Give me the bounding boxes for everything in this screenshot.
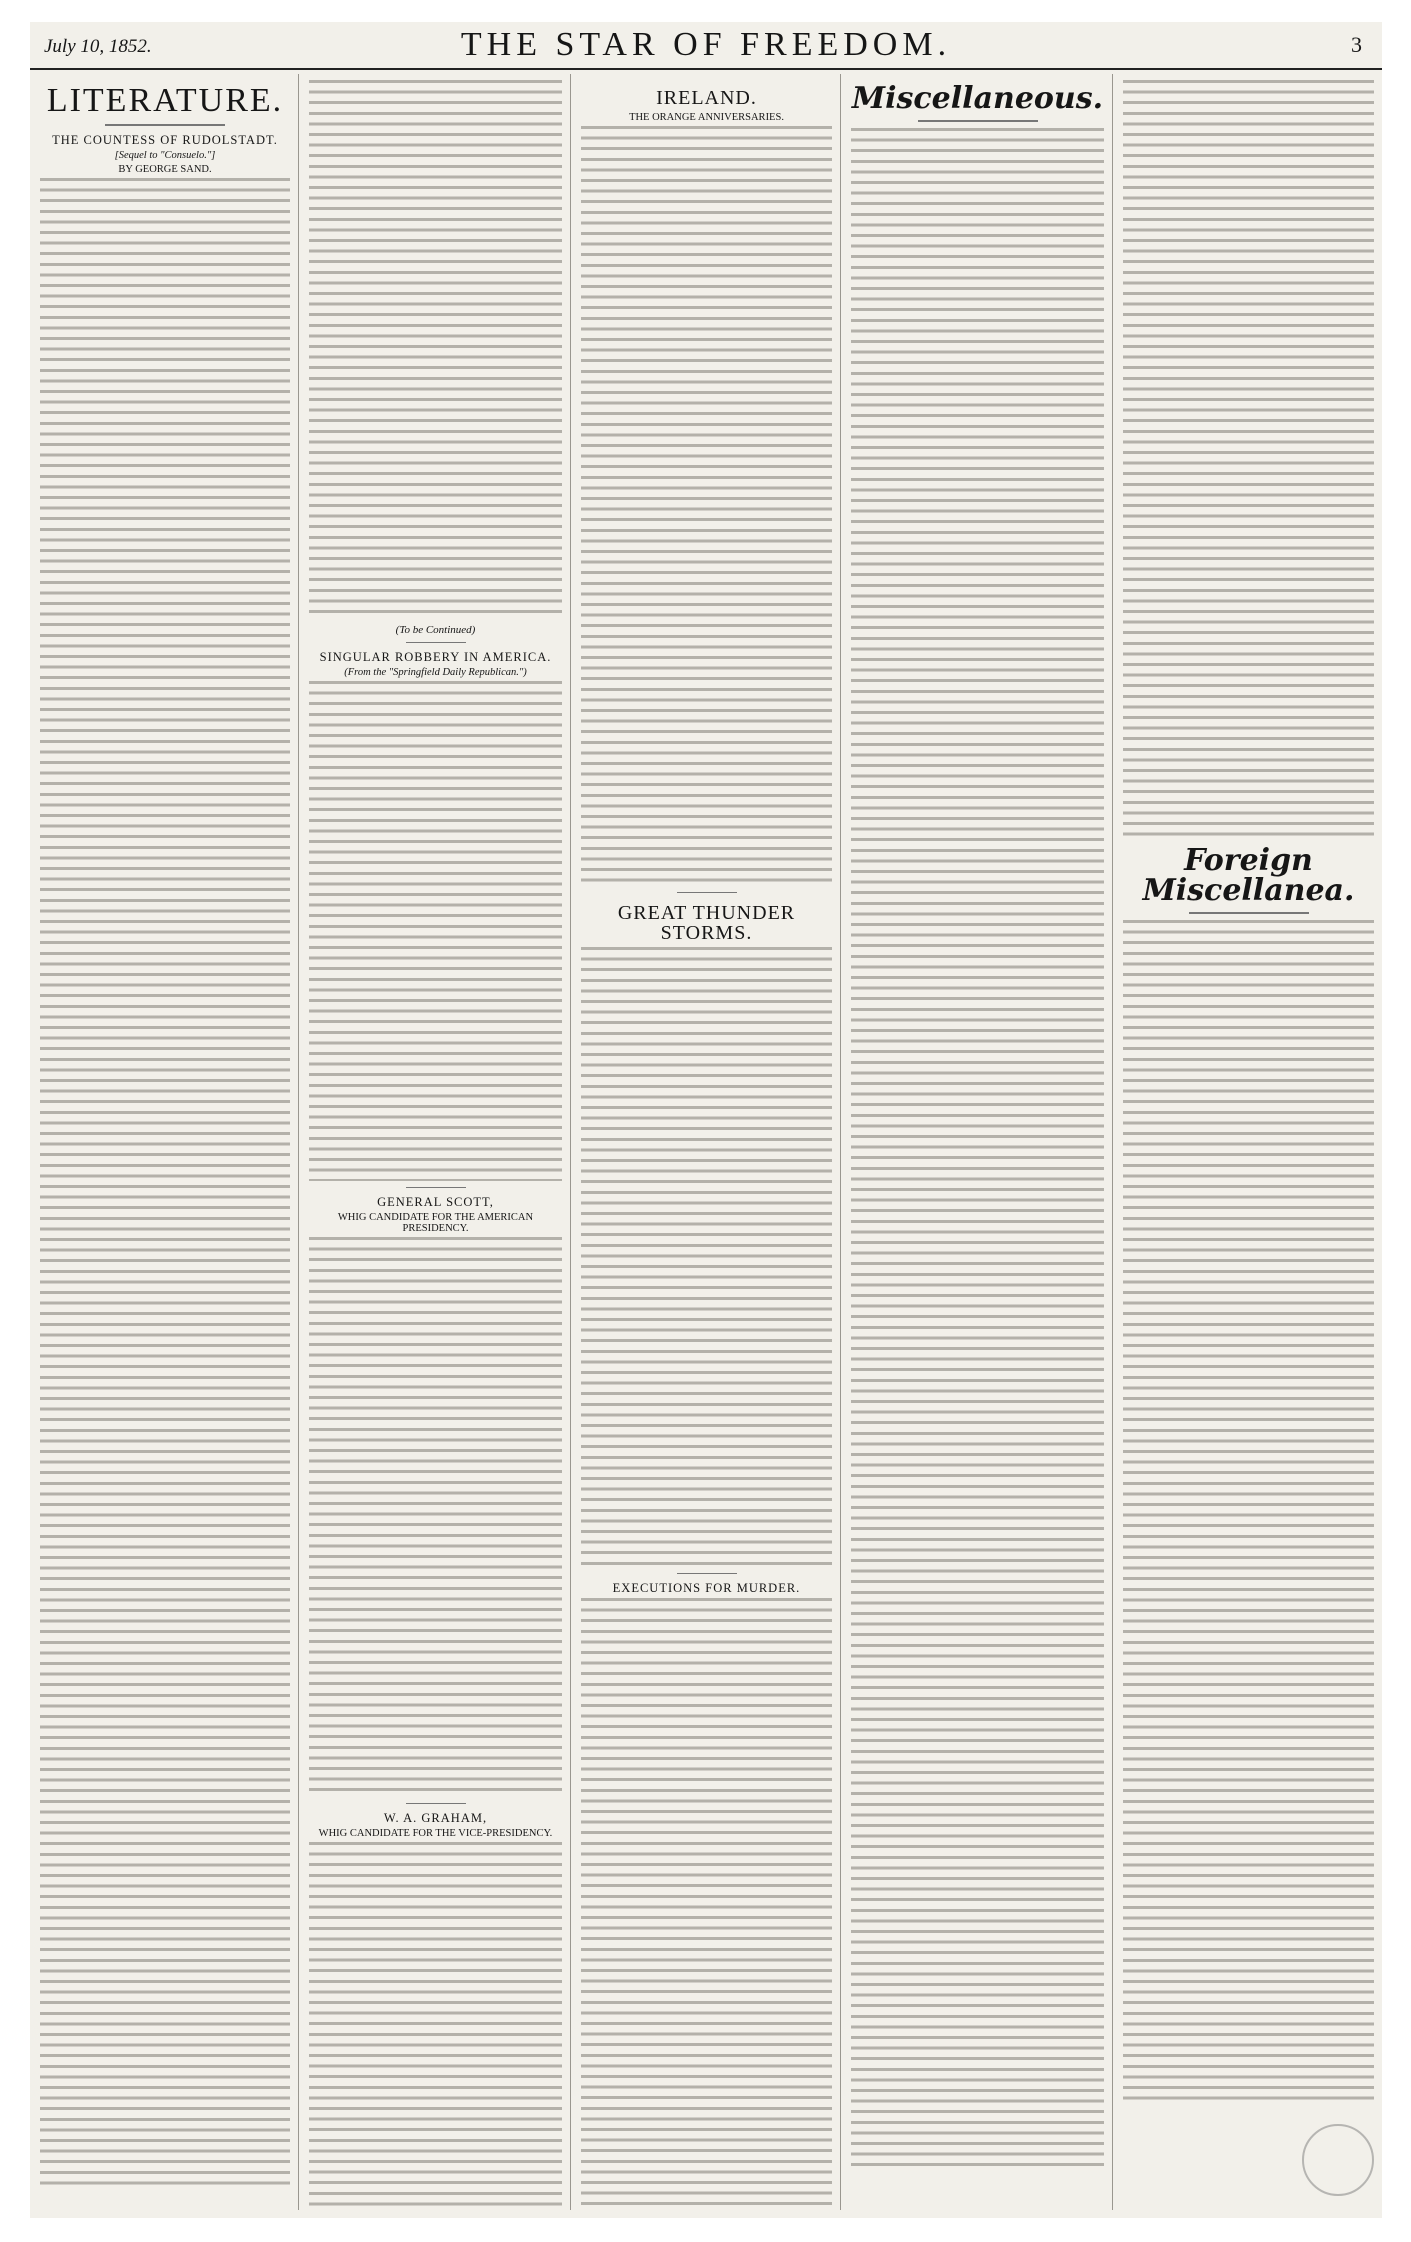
article-body bbox=[309, 1842, 562, 2210]
article-body bbox=[581, 947, 832, 1567]
article-heading: GENERAL SCOTT, bbox=[377, 1195, 494, 1209]
column-1 bbox=[30, 74, 298, 2210]
article-body bbox=[581, 126, 832, 886]
column-2 bbox=[298, 74, 570, 2210]
section-heading-ireland: IRELAND. bbox=[656, 87, 757, 109]
issue-date: July 10, 1852. bbox=[44, 36, 152, 57]
article-body bbox=[1123, 920, 1374, 2100]
article-body bbox=[1123, 80, 1374, 840]
article-subheading: THE ORANGE ANNIVERSARIES. bbox=[629, 112, 784, 123]
article-title: THE COUNTESS OF RUDOLSTADT. bbox=[52, 133, 278, 147]
library-stamp bbox=[1302, 2124, 1374, 2196]
article-body bbox=[309, 80, 562, 620]
divider bbox=[105, 124, 225, 126]
newspaper-page bbox=[30, 22, 1382, 2218]
divider bbox=[406, 1187, 466, 1188]
divider bbox=[406, 1803, 466, 1804]
page-number: 3 bbox=[1351, 32, 1362, 57]
masthead bbox=[30, 22, 1382, 70]
article-body bbox=[309, 1237, 562, 1797]
article-source: (From the "Springfield Daily Republican.") bbox=[344, 667, 527, 678]
divider bbox=[1189, 912, 1309, 914]
section-heading-foreign-miscellanea: Foreign Miscellanea. bbox=[1142, 843, 1355, 908]
divider bbox=[677, 892, 737, 893]
byline: BY GEORGE SAND. bbox=[118, 164, 212, 175]
article-subheading: WHIG CANDIDATE FOR THE AMERICAN PRESIDENCY. bbox=[337, 1212, 534, 1234]
divider bbox=[918, 120, 1038, 122]
article-body bbox=[851, 128, 1104, 2168]
article-subtitle: [Sequel to "Consuelo."] bbox=[114, 150, 216, 161]
article-heading: W. A. GRAHAM, bbox=[383, 1811, 488, 1825]
divider bbox=[406, 642, 466, 643]
column-5 bbox=[1112, 74, 1382, 2210]
to-be-continued: (To be Continued) bbox=[395, 624, 476, 636]
article-subheading: WHIG CANDIDATE FOR THE VICE-PRESIDENCY. bbox=[318, 1828, 553, 1839]
newspaper-title: THE STAR OF FREEDOM. bbox=[460, 26, 952, 63]
article-body bbox=[581, 1598, 832, 2210]
divider bbox=[677, 1573, 737, 1574]
article-heading: SINGULAR ROBBERY IN AMERICA. bbox=[319, 650, 552, 664]
article-body bbox=[309, 681, 562, 1181]
article-body bbox=[40, 178, 290, 2188]
article-heading: EXECUTIONS FOR MURDER. bbox=[612, 1581, 801, 1595]
columns bbox=[30, 74, 1382, 2214]
column-3 bbox=[570, 74, 840, 2210]
section-heading-thunder-storms: GREAT THUNDER STORMS. bbox=[617, 902, 796, 944]
section-heading-miscellaneous: Miscellaneous. bbox=[851, 81, 1104, 116]
section-heading-literature: LITERATURE. bbox=[46, 82, 284, 119]
column-4 bbox=[840, 74, 1112, 2210]
